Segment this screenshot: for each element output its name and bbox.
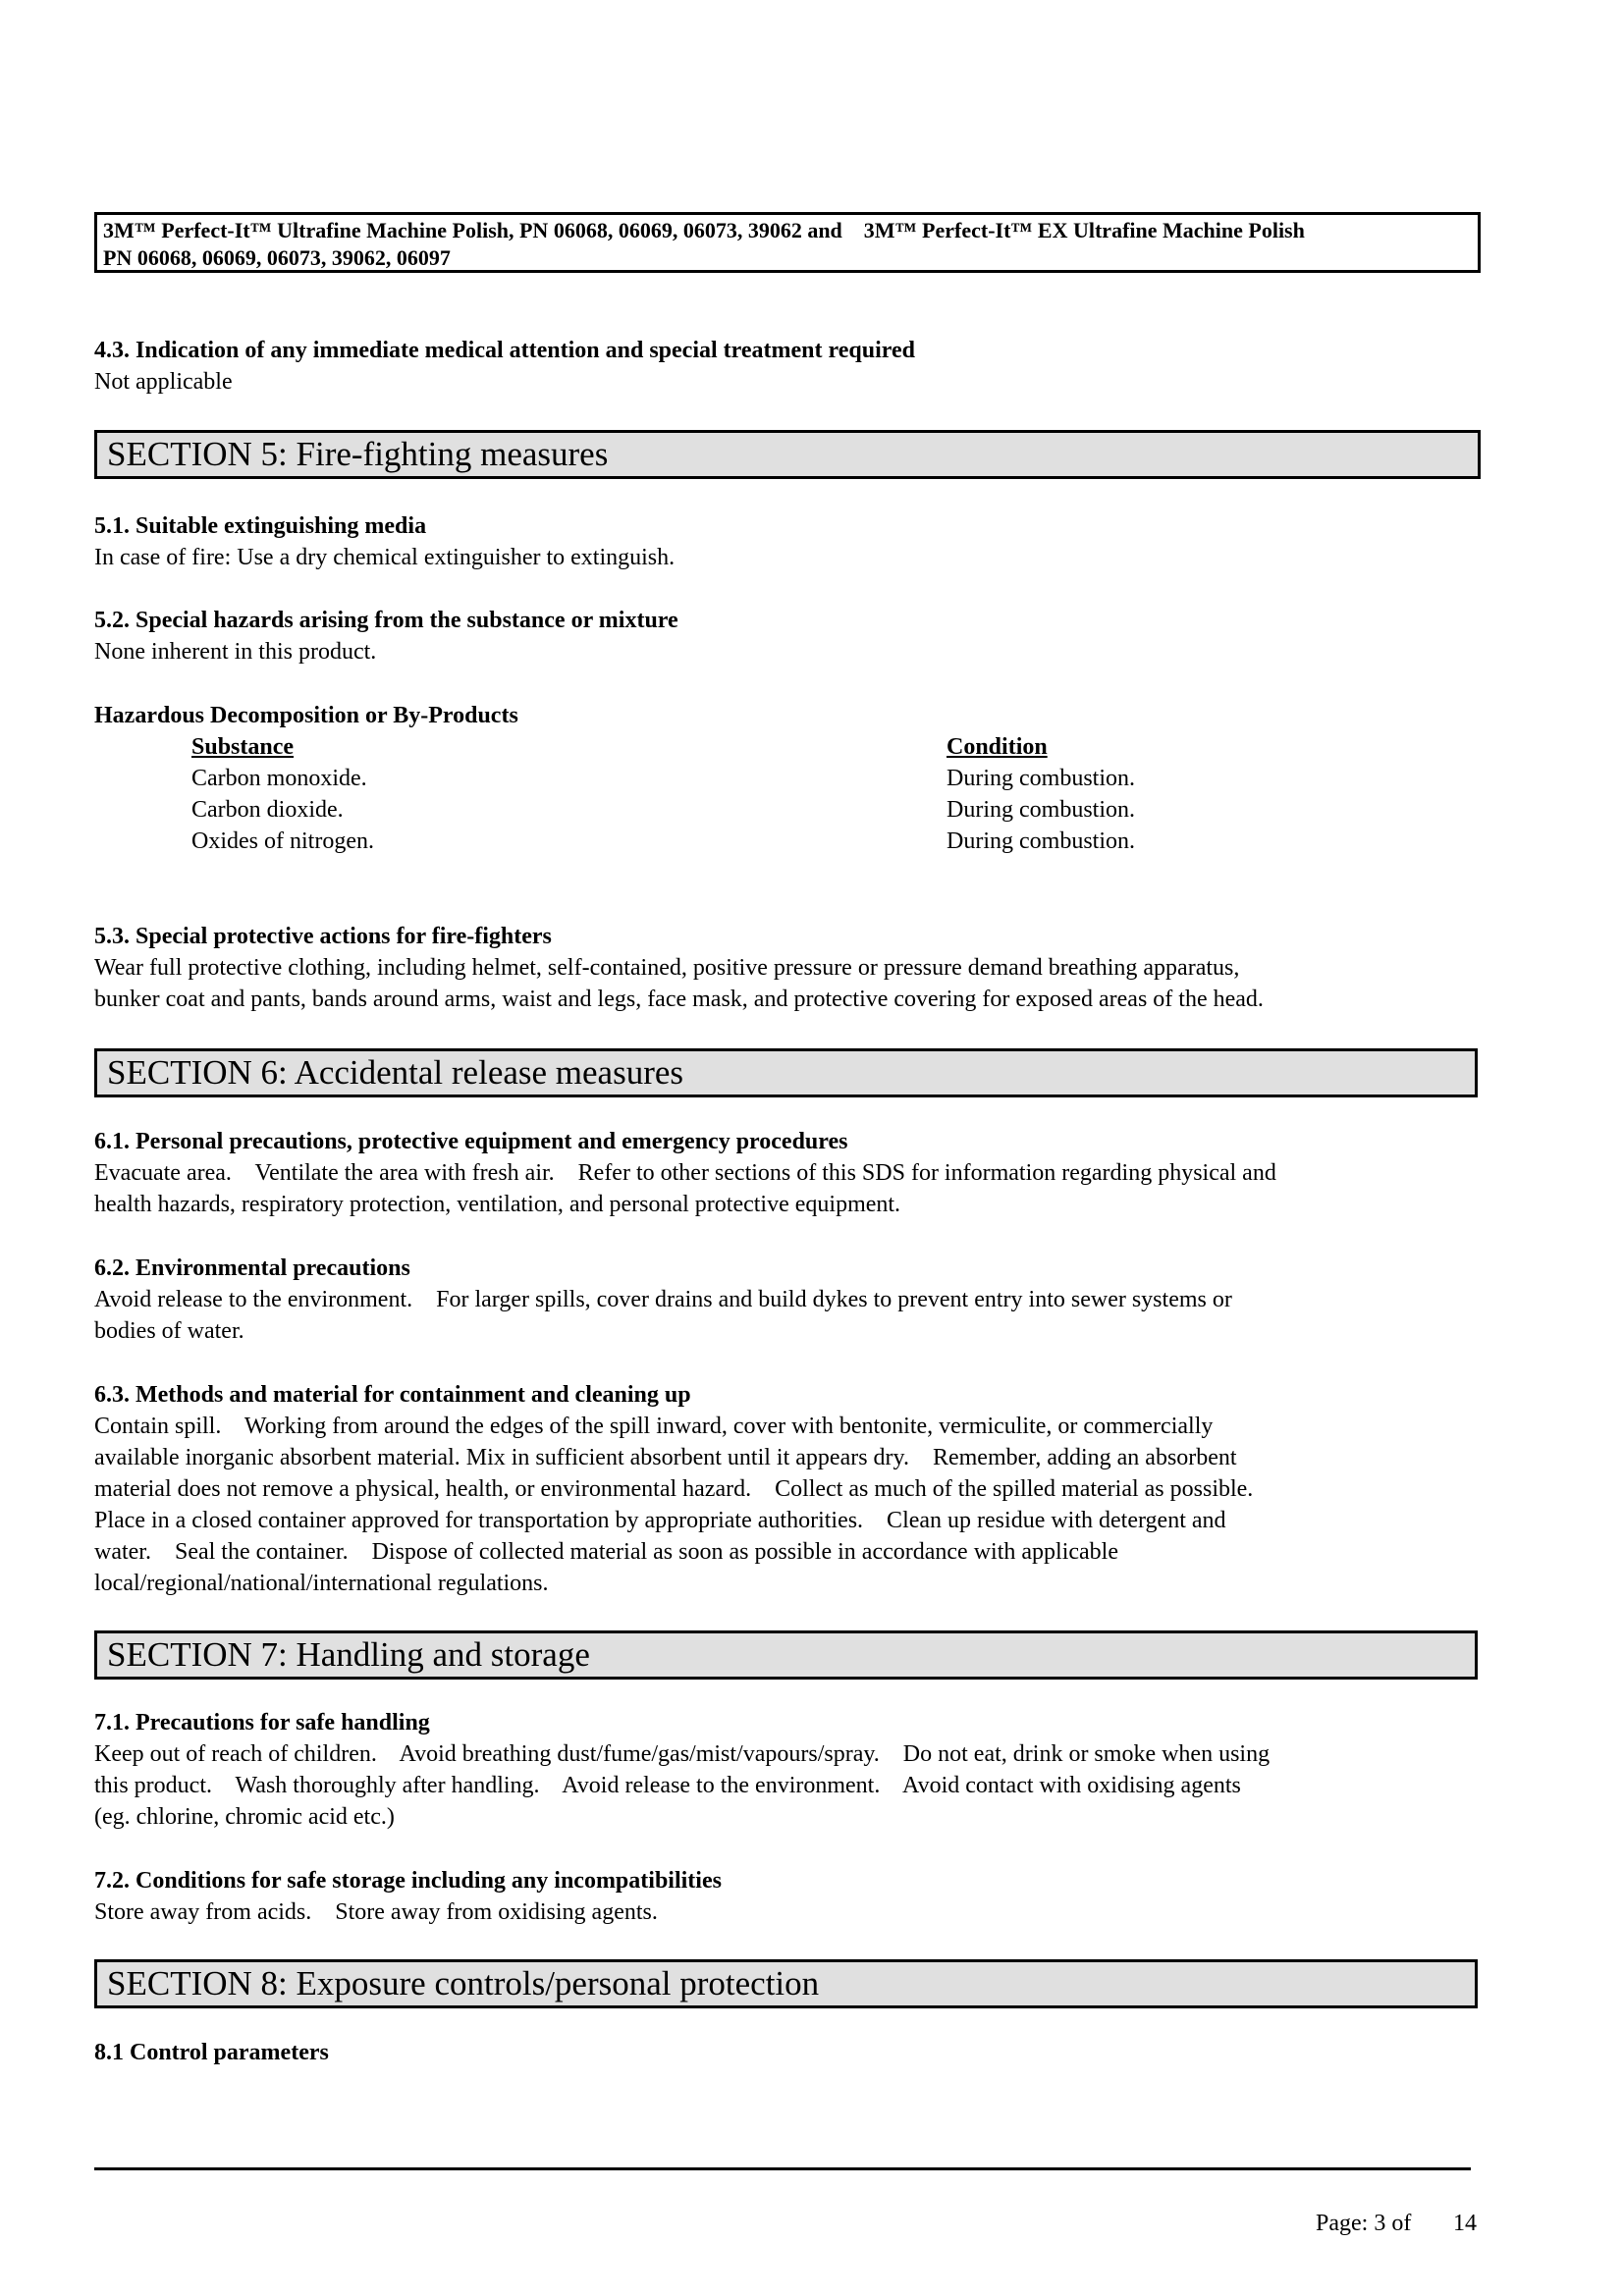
subsection-6-2-text-line-1: Avoid release to the environment. For larger spills, cover drains and build dykes to prevent entry into sewer systems or xyxy=(94,1287,1232,1312)
table-cell-substance: Carbon dioxide. xyxy=(191,797,344,823)
subsection-6-3-text-line-2: available inorganic absorbent material. Mix in sufficient absorbent until it appears dry. Remember, adding an absorbent xyxy=(94,1445,1237,1470)
subsection-5-3-text-line-2: bunker coat and pants, bands around arms, waist and legs, face mask, and protective covering for exposed areas of the head. xyxy=(94,987,1264,1012)
subsection-4-3-text: Not applicable xyxy=(94,369,233,395)
subsection-7-2-heading: 7.2. Conditions for safe storage including any incompatibilities xyxy=(94,1868,722,1894)
subsection-6-3-text-line-3: material does not remove a physical, health, or environmental hazard. Collect as much of the spilled material as possible. xyxy=(94,1476,1254,1502)
subsection-7-1-heading: 7.1. Precautions for safe handling xyxy=(94,1710,430,1735)
subsection-6-1-text-line-2: health hazards, respiratory protection, ventilation, and personal protective equipment. xyxy=(94,1192,901,1217)
subsection-5-1-text: In case of fire: Use a dry chemical extinguisher to extinguish. xyxy=(94,545,676,570)
section-6-title: SECTION 6: Accidental release measures xyxy=(94,1048,1478,1097)
section-5-title: SECTION 5: Fire-fighting measures xyxy=(94,430,1481,479)
table-cell-substance: Carbon monoxide. xyxy=(191,766,367,791)
subsection-5-1-heading: 5.1. Suitable extinguishing media xyxy=(94,513,427,539)
subsection-6-3-text-line-4: Place in a closed container approved for transportation by appropriate authorities. Clean up residue with detergent and xyxy=(94,1508,1226,1533)
subsection-6-3-heading: 6.3. Methods and material for containment and cleaning up xyxy=(94,1382,691,1408)
header-title-line-1: 3M™ Perfect-It™ Ultrafine Machine Polish, PN 06068, 06069, 06073, 39062 and 3M™ Perfect-It™ EX Ultrafine Machine Polish xyxy=(103,218,1305,242)
subsection-5-3-text-line-1: Wear full protective clothing, including helmet, self-contained, positive pressure or pressure demand breathing apparatus, xyxy=(94,955,1240,981)
subsection-6-3-text-line-1: Contain spill. Working from around the edges of the spill inward, cover with bentonite, vermiculite, or commercially xyxy=(94,1414,1214,1439)
section-8-title: SECTION 8: Exposure controls/personal protection xyxy=(94,1959,1478,2008)
subsection-6-3-text-line-6: local/regional/national/international regulations. xyxy=(94,1571,549,1596)
subsection-6-3-text-line-5: water. Seal the container. Dispose of collected material as soon as possible in accordance with applicable xyxy=(94,1539,1118,1565)
subsection-7-1-text-line-3: (eg. chlorine, chromic acid etc.) xyxy=(94,1804,395,1830)
subsection-7-1-text-line-1: Keep out of reach of children. Avoid breathing dust/fume/gas/mist/vapours/spray. Do not eat, drink or smoke when using xyxy=(94,1741,1271,1767)
table-cell-condition: During combustion. xyxy=(947,828,1135,854)
subsection-6-1-heading: 6.1. Personal precautions, protective equipment and emergency procedures xyxy=(94,1129,848,1154)
table-header-substance: Substance xyxy=(191,734,295,760)
subsection-4-3-heading: 4.3. Indication of any immediate medical attention and special treatment required xyxy=(94,338,915,363)
subsection-6-2-heading: 6.2. Environmental precautions xyxy=(94,1255,410,1281)
subsection-8-1-heading: 8.1 Control parameters xyxy=(94,2040,329,2065)
footer-divider xyxy=(94,2167,1471,2170)
header-title-line-2: PN 06068, 06069, 06073, 39062, 06097 xyxy=(103,245,451,270)
decomposition-heading: Hazardous Decomposition or By-Products xyxy=(94,703,518,728)
subsection-7-1-text-line-2: this product. Wash thoroughly after handling. Avoid release to the environment. Avoid contact with oxidising agents xyxy=(94,1773,1241,1798)
table-cell-condition: During combustion. xyxy=(947,766,1135,791)
table-cell-condition: During combustion. xyxy=(947,797,1135,823)
subsection-5-3-heading: 5.3. Special protective actions for fire-fighters xyxy=(94,924,552,949)
subsection-6-2-text-line-2: bodies of water. xyxy=(94,1318,244,1344)
table-cell-substance: Oxides of nitrogen. xyxy=(191,828,374,854)
page-number-label: Page: 3 of xyxy=(1316,2211,1412,2236)
subsection-5-2-text: None inherent in this product. xyxy=(94,639,377,665)
subsection-6-1-text-line-1: Evacuate area. Ventilate the area with fresh air. Refer to other sections of this SDS for information regarding physical and xyxy=(94,1160,1276,1186)
subsection-7-2-text: Store away from acids. Store away from oxidising agents. xyxy=(94,1899,658,1925)
section-7-title: SECTION 7: Handling and storage xyxy=(94,1630,1478,1680)
document-header-box xyxy=(94,212,1481,273)
page-total: 14 xyxy=(1453,2211,1477,2236)
subsection-5-2-heading: 5.2. Special hazards arising from the substance or mixture xyxy=(94,608,678,633)
table-header-condition: Condition xyxy=(947,734,1048,760)
